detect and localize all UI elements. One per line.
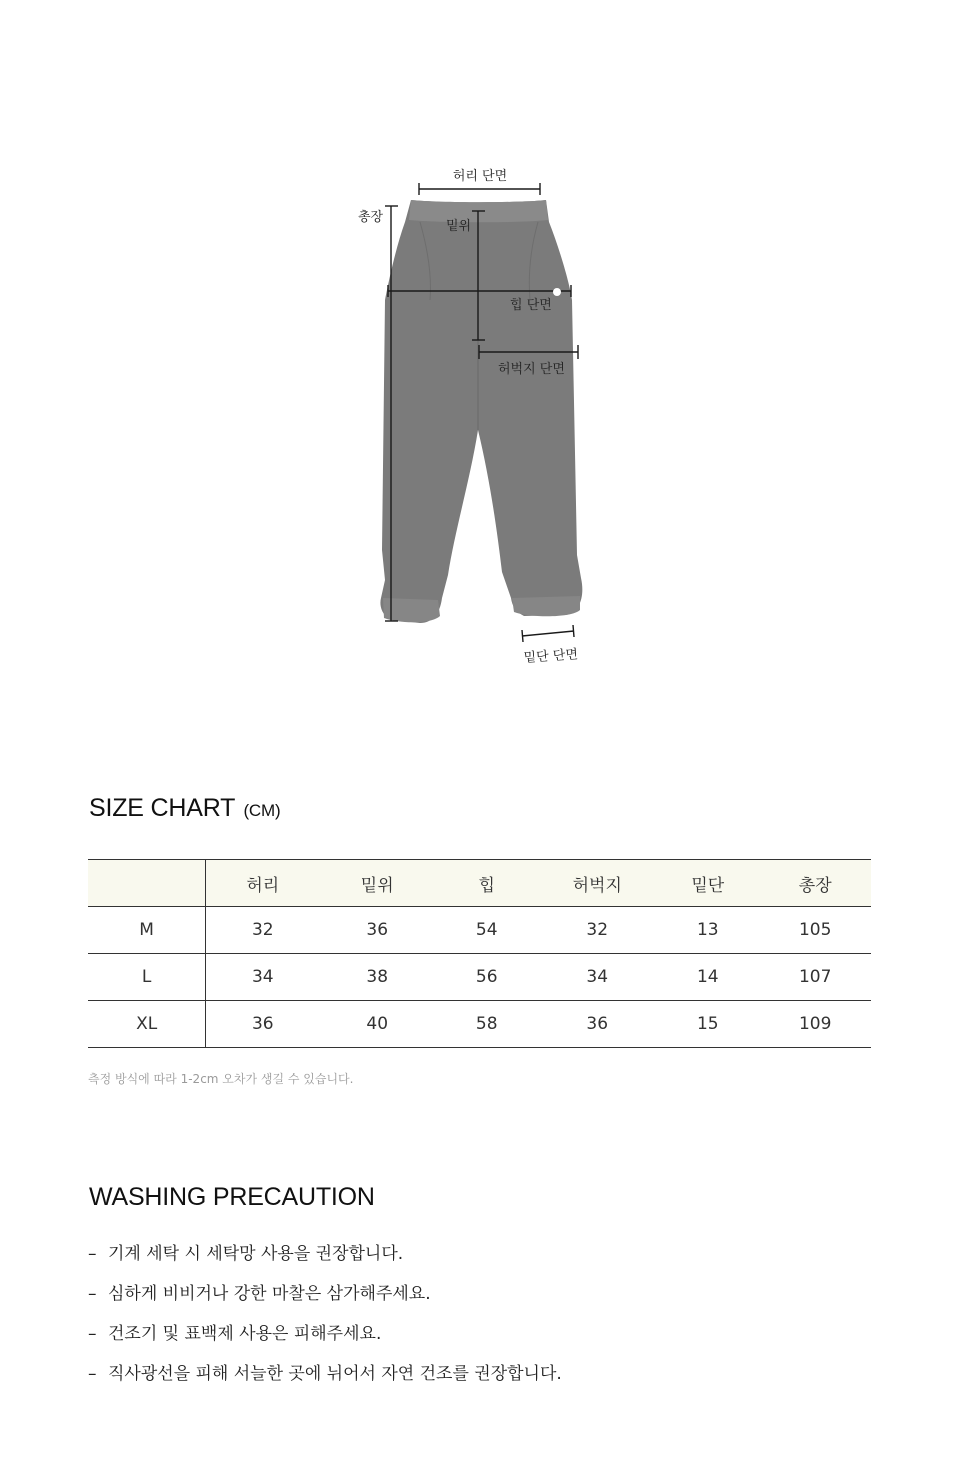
washing-list	[88, 1240, 562, 1400]
pants-body	[380, 200, 582, 623]
table-cell: 34	[538, 954, 656, 1001]
right-cuff	[512, 596, 580, 616]
table-cell: 38	[319, 954, 435, 1001]
measurement-note: 측정 방식에 따라 1-2cm 오차가 생길 수 있습니다.	[88, 1072, 354, 1086]
list-item-text: 심하게 비비거나 강한 마찰은 삼가해주세요.	[108, 1284, 431, 1304]
table-cell: 34	[206, 954, 320, 1001]
size-chart-title-text: SIZE CHART	[89, 794, 235, 822]
table-cell: 109	[759, 1001, 871, 1048]
hem-label: 밑단 단면	[523, 647, 579, 666]
table-row	[88, 1001, 871, 1048]
rise-label: 밑위	[446, 219, 472, 234]
table-cell: 107	[759, 954, 871, 1001]
size-cell: L	[88, 954, 206, 1001]
bullet-dash: –	[88, 1284, 97, 1304]
table-cell: 36	[319, 907, 435, 954]
waist-dimension	[419, 168, 540, 195]
waist-label: 허리 단면	[452, 169, 508, 184]
table-cell: 36	[206, 1001, 320, 1048]
size-chart-title	[89, 794, 280, 823]
size-cell: M	[88, 907, 206, 954]
list-item-text: 직사광선을 피해 서늘한 곳에 뉘어서 자연 건조를 권장합니다.	[108, 1364, 562, 1384]
table-cell: 40	[319, 1001, 435, 1048]
table-row	[88, 954, 871, 1001]
table-cell: 36	[538, 1001, 656, 1048]
thigh-label: 허벅지 단면	[498, 362, 565, 377]
column-header: 총장	[759, 860, 871, 907]
list-item-text: 건조기 및 표백제 사용은 피해주세요.	[108, 1324, 382, 1344]
column-header: 힙	[435, 860, 538, 907]
table-header-row	[88, 860, 871, 907]
table-cell: 15	[656, 1001, 759, 1048]
column-header: 밑위	[319, 860, 435, 907]
list-item	[88, 1360, 562, 1400]
pants-illustration	[380, 200, 582, 623]
table-cell: 56	[435, 954, 538, 1001]
list-item	[88, 1320, 562, 1360]
column-header: 허벅지	[538, 860, 656, 907]
size-chart-unit: (CM)	[243, 801, 281, 820]
hip-label: 힙 단면	[510, 298, 552, 313]
size-chart-table	[88, 859, 871, 1048]
table-cell: 32	[538, 907, 656, 954]
column-header	[88, 860, 206, 907]
list-item	[88, 1280, 562, 1320]
table-cell: 105	[759, 907, 871, 954]
washing-title: WASHING PRECAUTION	[89, 1183, 375, 1211]
total-length-label: 총장	[358, 210, 384, 225]
table-cell: 32	[206, 907, 320, 954]
column-header: 허리	[206, 860, 320, 907]
bullet-dash: –	[88, 1324, 97, 1344]
table-cell: 58	[435, 1001, 538, 1048]
table-row	[88, 907, 871, 954]
size-cell: XL	[88, 1001, 206, 1048]
list-item-text: 기계 세탁 시 세탁망 사용을 권장합니다.	[108, 1244, 404, 1264]
table-cell: 13	[656, 907, 759, 954]
table-cell: 54	[435, 907, 538, 954]
bullet-dash: –	[88, 1244, 97, 1264]
hem-dimension	[522, 625, 579, 666]
table-cell: 14	[656, 954, 759, 1001]
list-item	[88, 1240, 562, 1280]
hip-marker	[554, 289, 561, 296]
bullet-dash: –	[88, 1364, 97, 1384]
column-header: 밑단	[656, 860, 759, 907]
